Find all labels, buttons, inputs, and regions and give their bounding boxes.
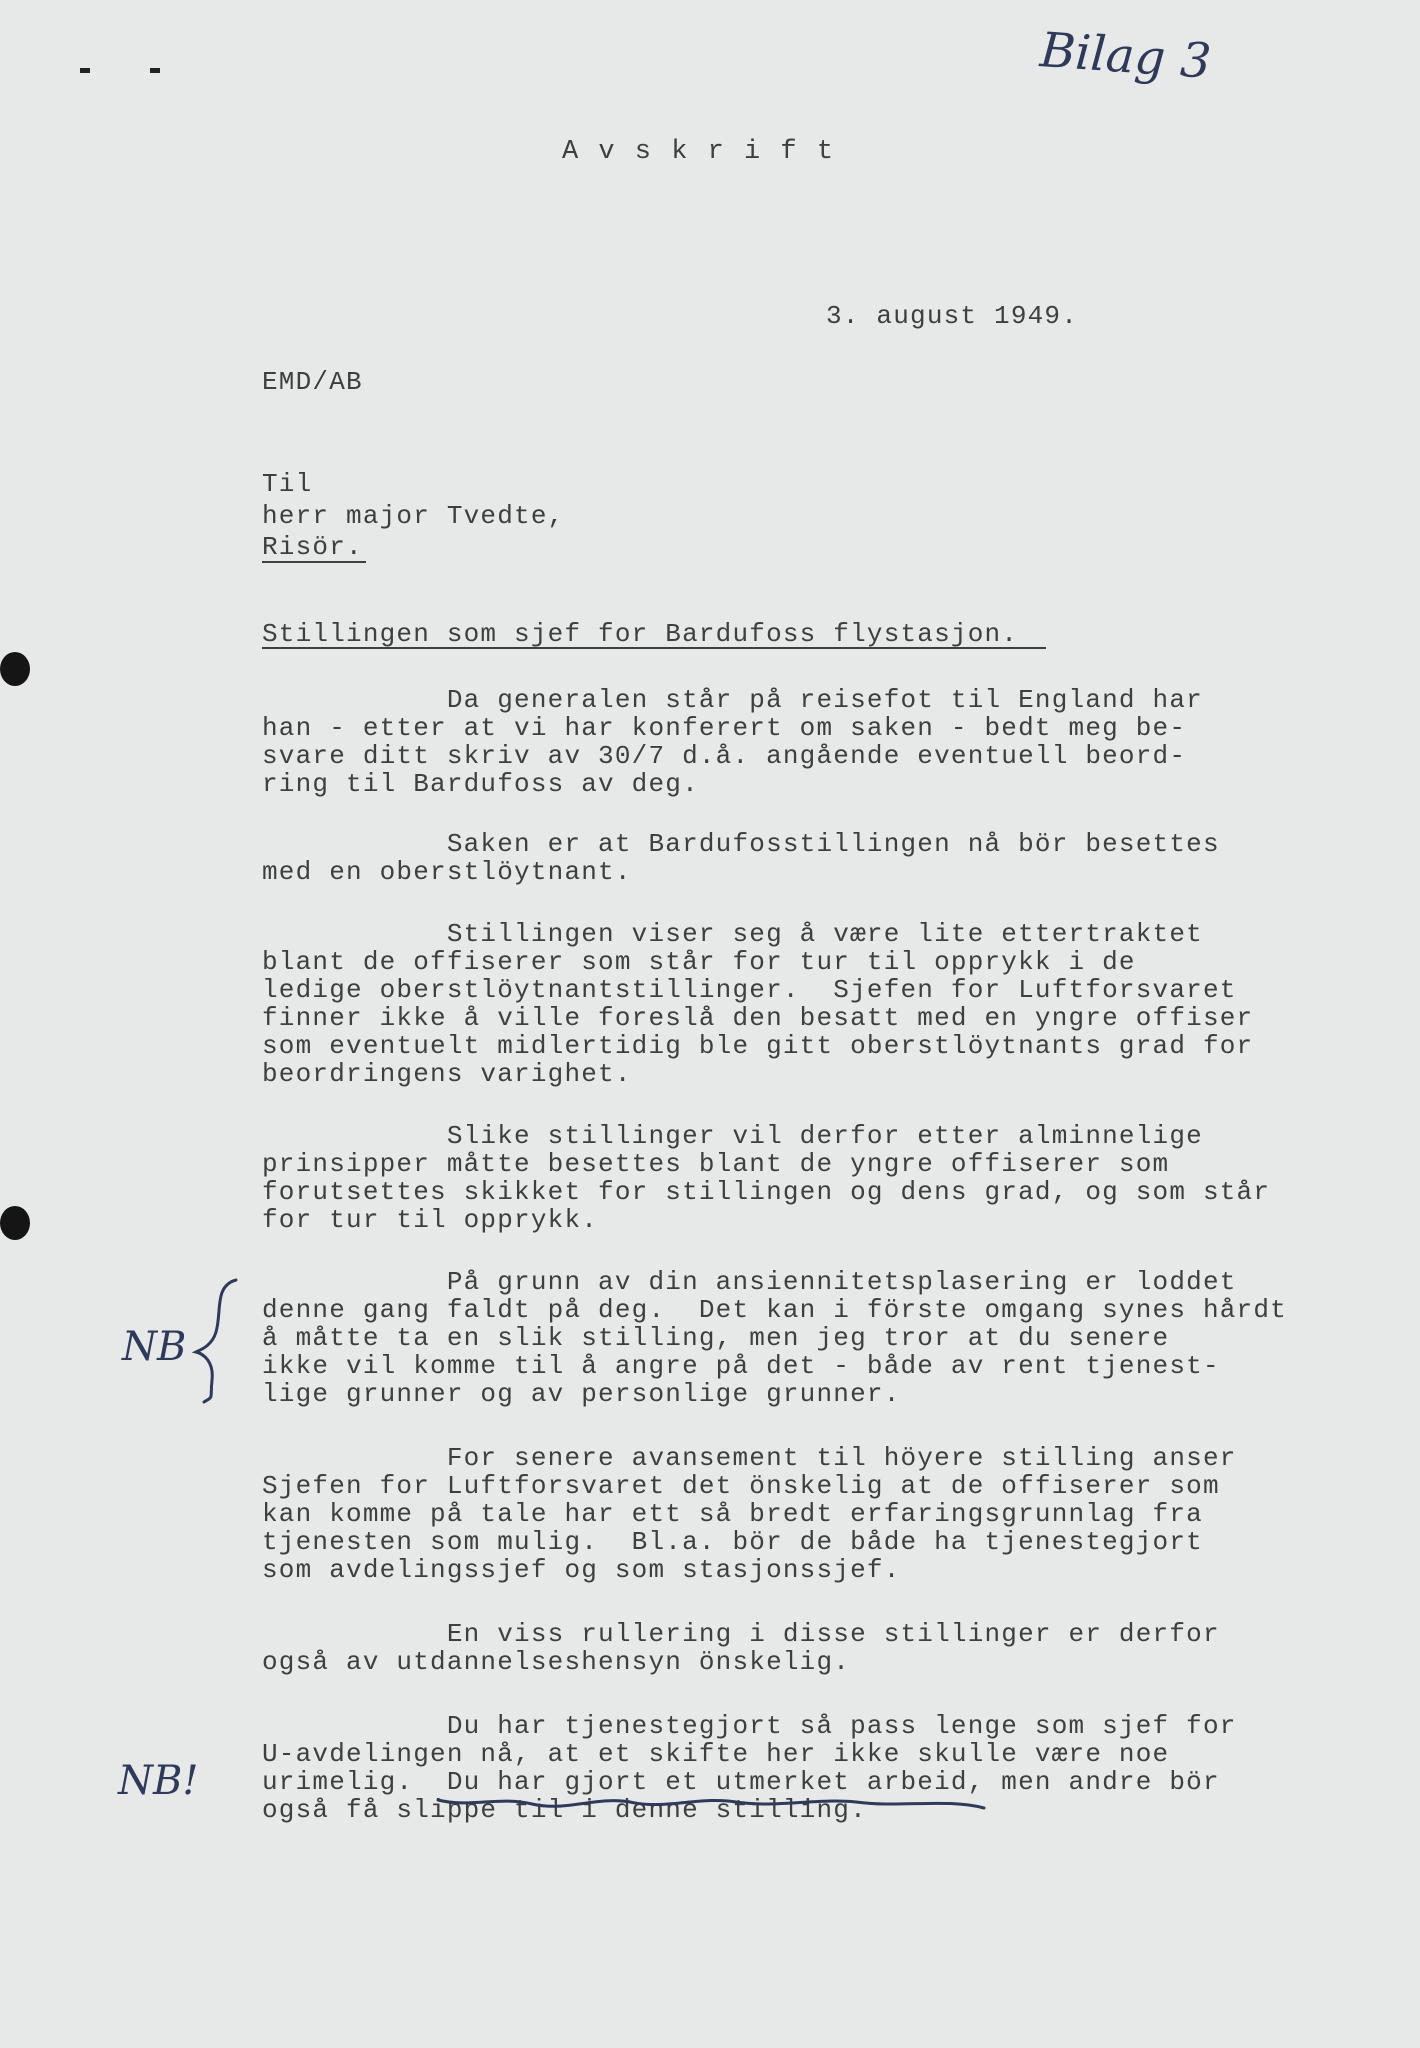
text-line: Sjefen for Luftforsvaret det önskelig at de offiserer som — [262, 1471, 1220, 1501]
text-line: Du har tjenestegjort så pass lenge som sjef for — [262, 1711, 1237, 1741]
text-line: Da generalen står på reisefot til England har — [262, 685, 1203, 715]
text-line: som avdelingssjef og som stasjonssjef. — [262, 1555, 901, 1585]
text-line: Slike stillinger vil derfor etter alminnelige — [262, 1121, 1203, 1151]
text-line: beordringens varighet. — [262, 1059, 632, 1089]
addressee-line: herr major Tvedte, — [262, 501, 565, 531]
text-line: han - etter at vi har konferert om saken - bedt meg be- — [262, 713, 1187, 743]
text-line: tjenesten som mulig. Bl.a. bör de både ha tjenestegjort — [262, 1527, 1203, 1557]
text-line: med en oberstlöytnant. — [262, 857, 632, 887]
text-line: Saken er at Bardufosstillingen nå bör besettes — [262, 829, 1220, 859]
text-line: denne gang faldt på deg. Det kan i förste omgang synes hårdt — [262, 1295, 1287, 1325]
text-line: ring til Bardufoss av deg. — [262, 769, 699, 799]
text-line: Stillingen viser seg å være lite ettertraktet — [262, 919, 1203, 949]
text-line: kan komme på tale har ett så bredt erfaringsgrunnlag fra — [262, 1499, 1203, 1529]
text-line: prinsipper måtte besettes blant de yngre offiserer som — [262, 1149, 1170, 1179]
text-line: også få slippe til i denne stilling. — [262, 1795, 867, 1825]
text-line: også av utdannelseshensyn önskelig. — [262, 1647, 851, 1677]
text-line: U-avdelingen nå, at et skifte her ikke skulle være noe — [262, 1739, 1170, 1769]
margin-note: NB — [122, 1324, 187, 1370]
text-line: urimelig. Du har gjort et utmerket arbeid, men andre bör — [262, 1767, 1220, 1797]
reference-code: EMD/AB — [262, 367, 363, 397]
margin-note: NB! — [118, 1758, 199, 1804]
subject-line: Stillingen som sjef for Bardufoss flystasjon. — [262, 619, 1019, 649]
text-line: forutsettes skikket for stillingen og dens grad, og som står — [262, 1177, 1271, 1207]
document-title: A v s k r i f t — [562, 137, 836, 167]
text-line: blant de offiserer som står for tur til opprykk i de — [262, 947, 1136, 977]
letter-date: 3. august 1949. — [826, 301, 1079, 331]
text-line: finner ikke å ville foreslå den besatt med en yngre offiser — [262, 1003, 1254, 1033]
text-line: ikke vil komme til å angre på det - både av rent tjenest- — [262, 1351, 1220, 1381]
wavy-underline — [438, 1800, 984, 1808]
annex-note: Bilag 3 — [1038, 22, 1213, 90]
text-line: ledige oberstlöytnantstillinger. Sjefen for Luftforsvaret — [262, 975, 1237, 1005]
text-line: som eventuelt midlertidig ble gitt oberstlöytnants grad for — [262, 1031, 1254, 1061]
text-line: for tur til opprykk. — [262, 1205, 599, 1235]
addressee-line: Risör. — [262, 532, 363, 562]
text-line: lige grunner og av personlige grunner. — [262, 1379, 901, 1409]
curly-bracket — [196, 1280, 236, 1402]
text-line: svare ditt skriv av 30/7 d.å. angående eventuell beord- — [262, 741, 1187, 771]
text-line: På grunn av din ansiennitetsplasering er loddet — [262, 1267, 1237, 1297]
text-line: For senere avansement til höyere stilling anser — [262, 1443, 1237, 1473]
text-line: å måtte ta en slik stilling, men jeg tror at du senere — [262, 1323, 1170, 1353]
text-line: En viss rullering i disse stillinger er derfor — [262, 1619, 1220, 1649]
addressee-line: Til — [262, 469, 313, 499]
